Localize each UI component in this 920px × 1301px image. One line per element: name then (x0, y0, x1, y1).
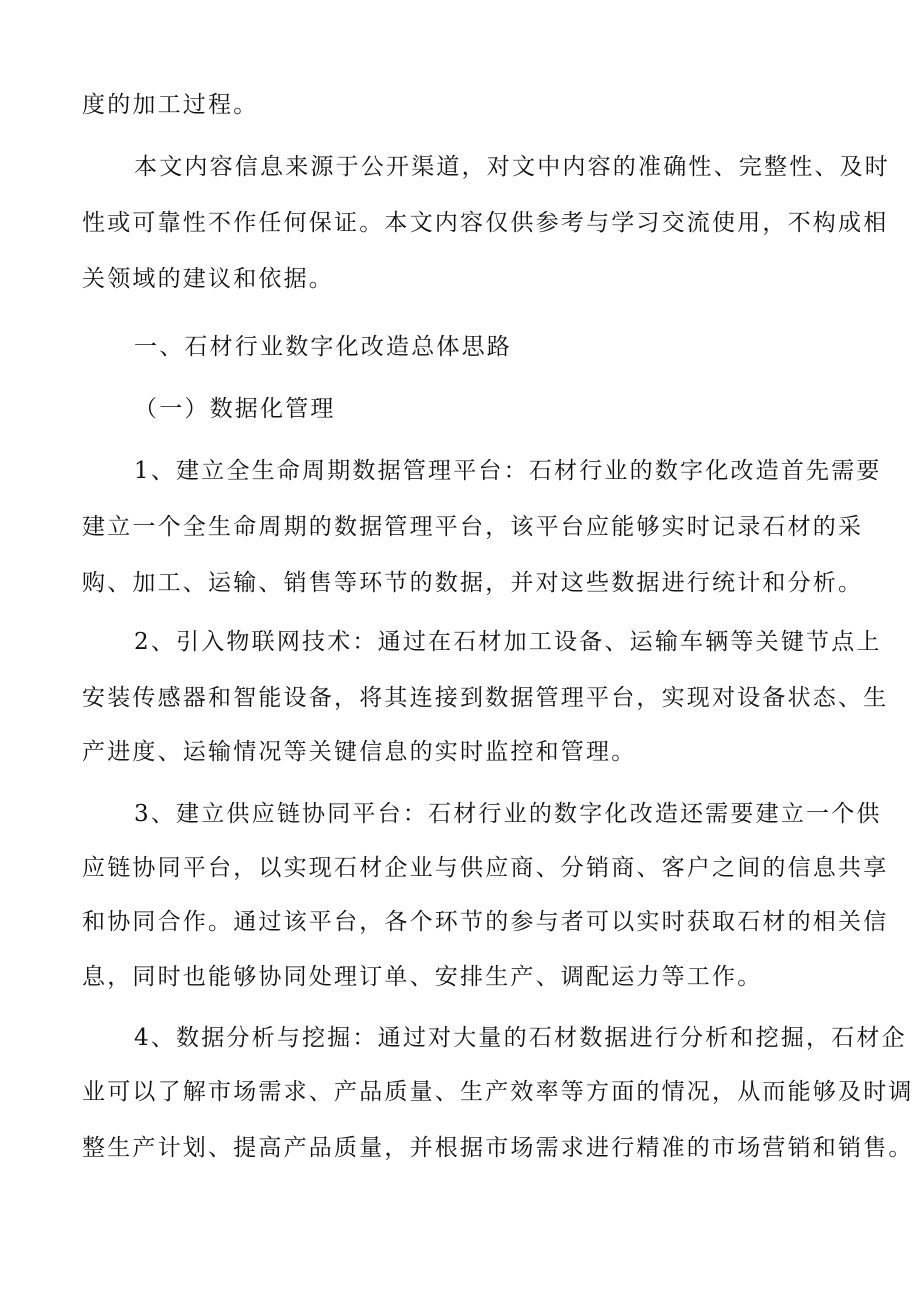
item-1-line: 购、加工、运输、销售等环节的数据，并对这些数据进行统计和分析。 (82, 570, 864, 596)
item-4-line: 4、数据分析与挖掘：通过对大量的石材数据进行分析和挖掘，石材企 (134, 1025, 907, 1051)
disclaimer-line: 关领域的建议和依据。 (82, 266, 334, 292)
item-3-line: 应链协同平台，以实现石材企业与供应商、分销商、客户之间的信息共享 (82, 855, 889, 881)
disclaimer-line: 本文内容信息来源于公开渠道，对文中内容的准确性、完整性、及时 (134, 154, 890, 180)
item-3-line: 和协同合作。通过该平台，各个环节的参与者可以实时获取石材的相关信 (82, 909, 889, 935)
item-3-line: 息，同时也能够协同处理订单、安排生产、调配运力等工作。 (82, 964, 763, 990)
subsection-heading: （一）数据化管理 (134, 396, 336, 422)
item-3-line: 3、建立供应链协同平台：石材行业的数字化改造还需要建立一个供 (134, 801, 882, 827)
item-1-line: 1、建立全生命周期数据管理平台：石材行业的数字化改造首先需要 (134, 458, 882, 484)
disclaimer-line: 性或可靠性不作任何保证。本文内容仅供参考与学习交流使用，不构成相 (82, 210, 889, 236)
item-1-line: 建立一个全生命周期的数据管理平台，该平台应能够实时记录石材的采 (82, 514, 864, 540)
item-2-line: 产进度、运输情况等关键信息的实时监控和管理。 (82, 739, 637, 765)
item-4-line: 业可以了解市场需求、产品质量、生产效率等方面的情况，从而能够及时调 (82, 1079, 914, 1105)
item-2-line: 安装传感器和智能设备，将其连接到数据管理平台，实现对设备状态、生 (82, 685, 889, 711)
intro-line: 度的加工过程。 (82, 92, 259, 118)
item-2-line: 2、引入物联网技术：通过在石材加工设备、运输车辆等关键节点上 (134, 629, 882, 655)
section-heading: 一、石材行业数字化改造总体思路 (134, 334, 512, 360)
item-4-line: 整生产计划、提高产品质量，并根据市场需求进行精准的市场营销和销售。 (82, 1135, 914, 1161)
